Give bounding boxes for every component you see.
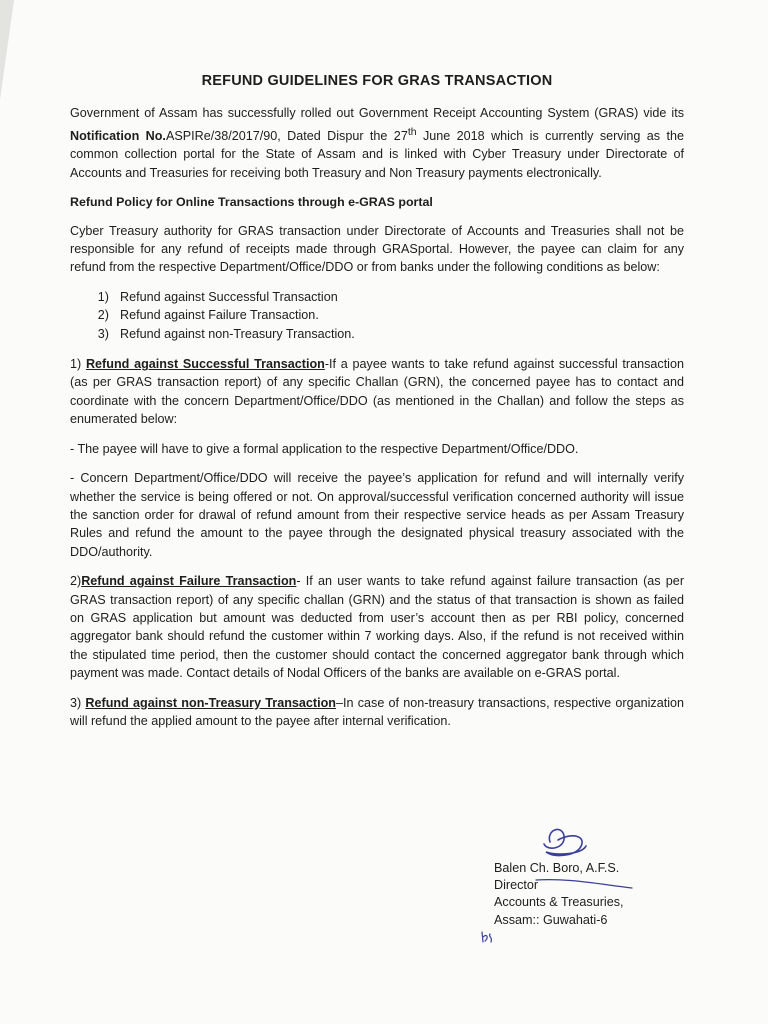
notification-label: Notification No. (70, 129, 166, 143)
policy-paragraph: Cyber Treasury authority for GRAS transaction under Directorate of Accounts and Treasuries shall not be responsible for any refund of receipts made through GRASportal. However, the payee can claim for any refund from the respective Department/Office/DDO or from banks under the following conditions as below: (70, 223, 684, 275)
section-2-heading: Refund against Failure Transaction (81, 574, 297, 589)
section-3-paragraph: 3) Refund against non-Treasury Transaction–In case of non-treasury transactions, respective organization will refund the applied amount to the payee after internal verification. (70, 695, 684, 728)
signatory-name: Balen Ch. Boro, A.F.S. (494, 861, 620, 875)
list-item: 2. Refund against Failure Transaction. (116, 306, 684, 324)
section-1-paragraph: 1) Refund against Successful Transaction-If a payee wants to take refund against successful transaction (as per GRAS transaction report) of any specific Challan (GRN), the concerned payee has to contact and coordinate with the concern Department/Office/DDO (as mentioned in the Challan) and follow the steps as enumerated below: (70, 357, 684, 427)
signatory-designation: Director (494, 878, 539, 893)
document-title: REFUND GUIDELINES FOR GRAS TRANSACTION (201, 73, 553, 89)
section-1-heading: Refund against Successful Transaction (85, 357, 325, 372)
list-item: 3. Refund against non-Treasury Transaction. (116, 325, 684, 343)
conditions-list (70, 288, 684, 343)
handwritten-initials (478, 928, 498, 948)
signatory-location: Assam:: Guwahati-6 (494, 912, 608, 927)
document-body (70, 72, 684, 741)
intro-paragraph: Government of Assam has successfully rolled out Government Receipt Accounting System (GRAS) vide its Notification No.ASPIRe/38/2017/90, Dated Dispur the 27th June 2018 which is currently serving as the common collection portal for the State of Assam and is linked with Cyber Treasury under Directorate of Accounts and Treasuries for receiving both Treasury and Non Treasury payments electronically. (70, 106, 684, 180)
signature-block (494, 860, 624, 929)
section-2-paragraph: 2)Refund against Failure Transaction- If an user wants to take refund against failure transaction (as per GRAS transaction report) of any specific challan (GRN) and the status of that transaction is shown as failed on GRAS application but amount was deducted from user’s account then as per RBI policy, concerned aggregator bank should refund the customer within 7 working days. Also, if the refund is not received within the stipulated time period, then the customer should contact the concerned aggregator bank through which payment was made. Contact details of Nodal Officers of the banks are available on e-GRAS portal. (70, 574, 685, 681)
section-1-bullet-2: - Concern Department/Office/DDO will receive the payee’s application for refund and will internally verify whether the service is being offered or not. On approval/successful verification concerned authority will issue the sanction order for drawal of refund amount from their respective service heads as per Assam Treasury Rules and refund the amount to the payee through the designated physical treasury associated with the DDO/authority. (70, 471, 684, 559)
policy-heading: Refund Policy for Online Transactions through e-GRAS portal (70, 195, 433, 210)
scan-corner-shadow (0, 0, 14, 100)
signatory-department: Accounts & Treasuries, (494, 895, 624, 910)
list-item: 1. Refund against Successful Transaction (116, 288, 684, 306)
section-3-heading: Refund against non-Treasury Transaction (85, 695, 336, 710)
section-1-bullet-1: - The payee will have to give a formal application to the respective Department/Office/DDO. (70, 441, 579, 456)
